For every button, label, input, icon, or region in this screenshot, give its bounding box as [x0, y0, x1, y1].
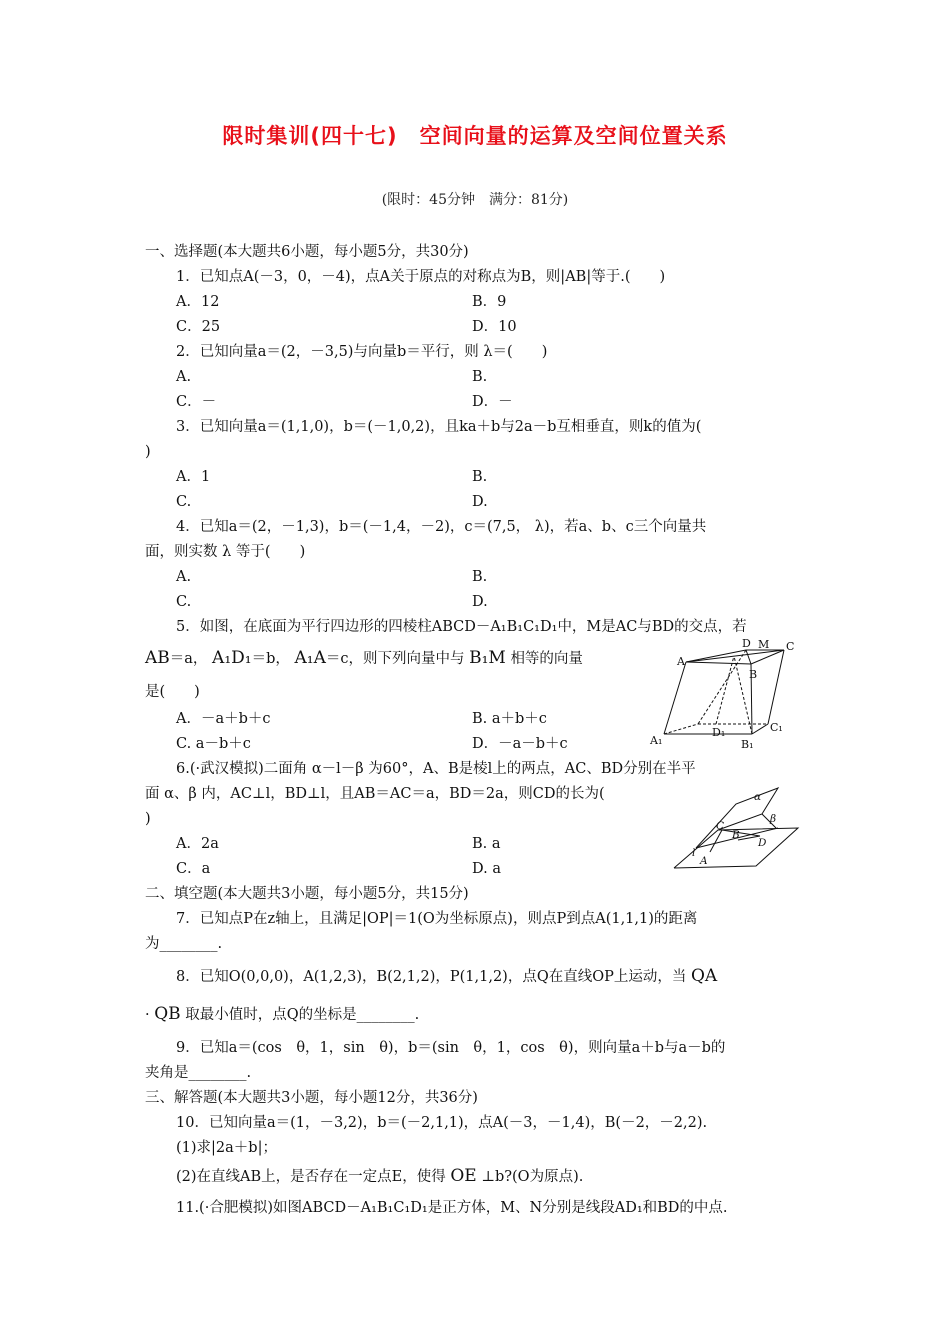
vector-qb: QB: [154, 1004, 181, 1024]
q5-eq3: ＝c，则下列向量中与: [325, 651, 465, 667]
fig5-label-c1: C₁: [770, 721, 783, 734]
vector-a1d1: A₁D₁: [212, 648, 252, 668]
section-choice-heading: 一、选择题(本大题共6小题，每小题5分，共30分): [145, 244, 469, 260]
q4-option-b: B.: [472, 569, 488, 585]
q4-option-d: D.: [472, 594, 488, 610]
q5-eq4: 相等的向量: [510, 651, 583, 667]
q5-option-d: D．－a－b＋c: [472, 736, 568, 752]
page-subtitle: (限时：45分钟 满分：81分): [381, 192, 569, 208]
q8-bullet: ·: [145, 1007, 150, 1023]
fig5-label-b1: B₁: [741, 738, 754, 751]
fig6-label-b: B: [732, 829, 740, 841]
q1-option-c: C．25: [176, 319, 221, 335]
q7-stem: 7．已知点P在z轴上，且满足|OP|＝1(O为坐标原点)，则点P到点A(1,1,1)的距离: [176, 911, 698, 927]
q3-option-d: D.: [472, 494, 488, 510]
q10-part2: [176, 1166, 583, 1187]
fig6-label-a: A: [700, 855, 708, 867]
fig6-label-c: C: [716, 820, 725, 832]
q5-option-a: A．－a＋b＋c: [176, 711, 271, 727]
q3-stem-cont: ): [145, 444, 151, 460]
q4-option-c: C.: [176, 594, 192, 610]
page-title: 限时集训(四十七) 空间向量的运算及空间位置关系: [222, 124, 728, 148]
q10-part2-text: (2)在直线AB上，是否存在一定点E，使得: [176, 1169, 446, 1185]
q5-prism-figure: [646, 636, 796, 752]
q8-stem-text: 8．已知O(0,0,0)，A(1,2,3)，B(2,1,2)，P(1,1,2)，点Q在直线OP上运动，当: [176, 969, 687, 985]
q10-part2-text2: ⊥b?(O为原点).: [481, 1169, 584, 1185]
q1-option-b: B．9: [472, 294, 507, 310]
q5-option-b: B. a＋b＋c: [472, 711, 547, 727]
q1-option-a: A．12: [176, 294, 220, 310]
q5-vector-line: [145, 648, 583, 669]
q5-eq1: ＝a，: [169, 651, 208, 667]
q10-stem: 10．已知向量a＝(1，－3,2)，b＝(－2,1,1)，点A(－3，－1,4)，B(－2，－2,2).: [176, 1115, 708, 1131]
vector-oe: OE: [450, 1166, 477, 1186]
fig5-label-a: A: [677, 655, 685, 668]
q4-stem: 4．已知a＝(2，－1,3)，b＝(－1,4，－2)，c＝(7,5， λ)，若a、b、c三个向量共: [176, 519, 707, 535]
q2-option-d: D．－: [472, 394, 513, 410]
q9-stem: 9．已知a＝(cos θ，1，sin θ)，b＝(sin θ，1，cos θ)，则向量a＋b与a－b的: [176, 1040, 726, 1056]
fig6-label-beta: β: [770, 813, 777, 825]
q6-option-c: C．a: [176, 861, 211, 877]
q6-stem-cont2: ): [145, 811, 151, 827]
q5-option-c: C. a－b＋c: [176, 736, 251, 752]
q6-stem-cont: 面 α、β 内，AC⊥l，BD⊥l，且AB＝AC＝a，BD＝2a，则CD的长为(: [145, 786, 605, 802]
vector-qa: QA: [690, 966, 718, 986]
q6-option-d: D. a: [472, 861, 501, 877]
q2-stem: 2．已知向量a＝(2，－3,5)与向量b＝平行，则 λ＝( ): [176, 344, 548, 360]
q5-eq2: ＝b，: [251, 651, 290, 667]
q8-stem-text2: 取最小值时，点Q的坐标是________.: [185, 1007, 420, 1023]
q4-option-a: A.: [176, 569, 192, 585]
q2-option-b: B.: [472, 369, 488, 385]
q6-stem: 6.(·武汉模拟)二面角 α－l－β 为60°，A、B是棱l上的两点，AC、BD分别在半平: [176, 761, 696, 777]
q8-stem-cont: [145, 1004, 419, 1025]
section-fill-heading: 二、填空题(本大题共3小题，每小题5分，共15分): [145, 886, 469, 902]
q3-option-b: B.: [472, 469, 488, 485]
q5-stem: 5．如图，在底面为平行四边形的四棱柱ABCD－A₁B₁C₁D₁中，M是AC与BD的交点，若: [176, 619, 747, 635]
q3-stem: 3．已知向量a＝(1,1,0)，b＝(－1,0,2)，且ka＋b与2a－b互相垂直，则k的值为(: [176, 419, 702, 435]
fig5-label-c: C: [786, 640, 795, 653]
q6-dihedral-figure: [666, 782, 806, 872]
vector-a1a: A₁A: [294, 648, 326, 668]
q3-option-a: A．1: [176, 469, 211, 485]
q11-stem: 11.(·合肥模拟)如图ABCD－A₁B₁C₁D₁是正方体，M、N分别是线段AD₁和BD的中点.: [176, 1200, 728, 1216]
fig5-label-a1: A₁: [650, 734, 663, 747]
q9-stem-cont: 夹角是________.: [145, 1065, 252, 1081]
q6-option-a: A．2a: [176, 836, 219, 852]
fig5-label-d1: D₁: [712, 726, 726, 739]
q3-option-c: C.: [176, 494, 192, 510]
q7-stem-cont: 为________.: [145, 936, 223, 952]
fig6-label-l: l: [692, 847, 696, 859]
q2-option-c: C．－: [176, 394, 217, 410]
q10-part1: (1)求|2a＋b|；: [176, 1140, 277, 1156]
q8-stem: [176, 966, 717, 987]
q2-option-a: A.: [176, 369, 192, 385]
fig5-label-m: M: [758, 638, 770, 651]
q1-option-d: D．10: [472, 319, 517, 335]
section-answer-heading: 三、解答题(本大题共3小题，每小题12分，共36分): [145, 1090, 478, 1106]
fig6-label-alpha: α: [754, 791, 762, 803]
fig5-label-b: B: [749, 668, 758, 681]
fig5-label-d: D: [742, 637, 751, 650]
fig6-label-d: D: [758, 837, 767, 849]
q6-option-b: B. a: [472, 836, 501, 852]
q1-stem: 1．已知点A(－3，0，－4)，点A关于原点的对称点为B，则|AB|等于.( ): [176, 269, 666, 285]
vector-b1m: B₁M: [469, 648, 506, 668]
vector-ab: AB: [145, 648, 170, 668]
q4-stem-cont: 面，则实数 λ 等于( ): [145, 544, 306, 560]
q5-stem-cont: 是( ): [145, 684, 200, 700]
